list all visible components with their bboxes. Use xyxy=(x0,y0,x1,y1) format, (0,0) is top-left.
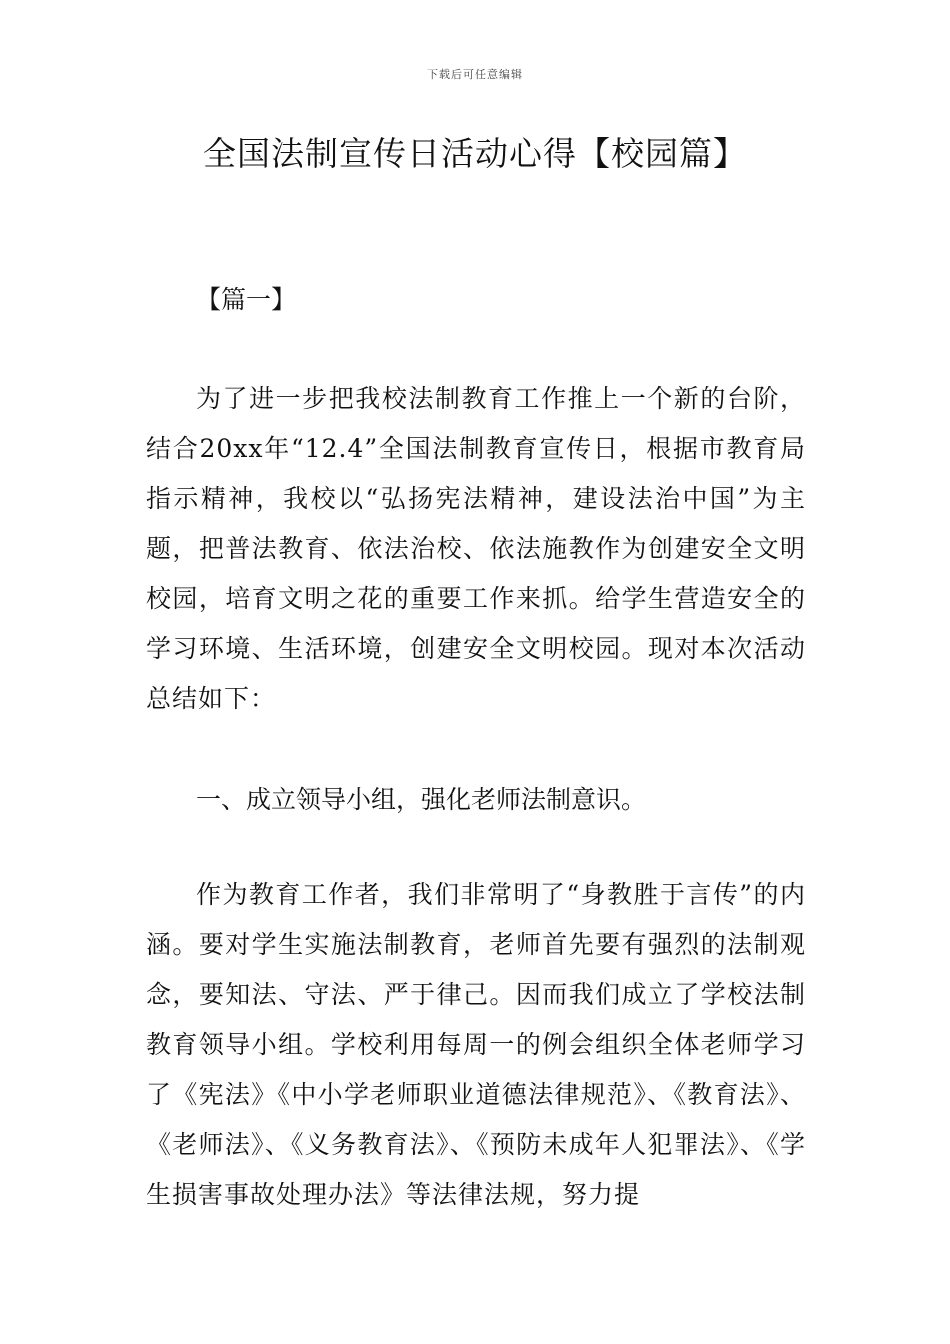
section-label: 【篇一】 xyxy=(196,285,297,314)
paragraph: 为了进一步把我校法制教育工作推上一个新的台阶，结合20xx年“12.4”全国法制教育宣传日，根据市教育局指示精神，我校以“弘扬宪法精神，建设法治中国”为主题，把普法教育、依法治校、依法施教作为创建安全文明校园，培育文明之花的重要工作来抓。给学生营造安全的学习环境、生活环境，创建安全文明校园。现对本次活动总结如下： xyxy=(146,384,806,713)
document-title: 全国法制宣传日活动心得【校园篇】 xyxy=(203,134,747,173)
section-heading: 一、成立领导小组，强化老师法制意识。 xyxy=(196,785,647,814)
header-note: 下载后可任意编辑 xyxy=(427,68,523,81)
paragraph: 作为教育工作者，我们非常明了“身教胜于言传”的内涵。要对学生实施法制教育，老师首先要有强烈的法制观念，要知法、守法、严于律己。因而我们成立了学校法制教育领导小组。学校利用每周一的例会组织全体老师学习了《宪法》《中小学老师职业道德法律规范》、《教育法》、《老师法》、《义务教育法》、《预防未成年人犯罪法》、《学生损害事故处理办法》等法律法规，努力提 xyxy=(146,880,806,1209)
